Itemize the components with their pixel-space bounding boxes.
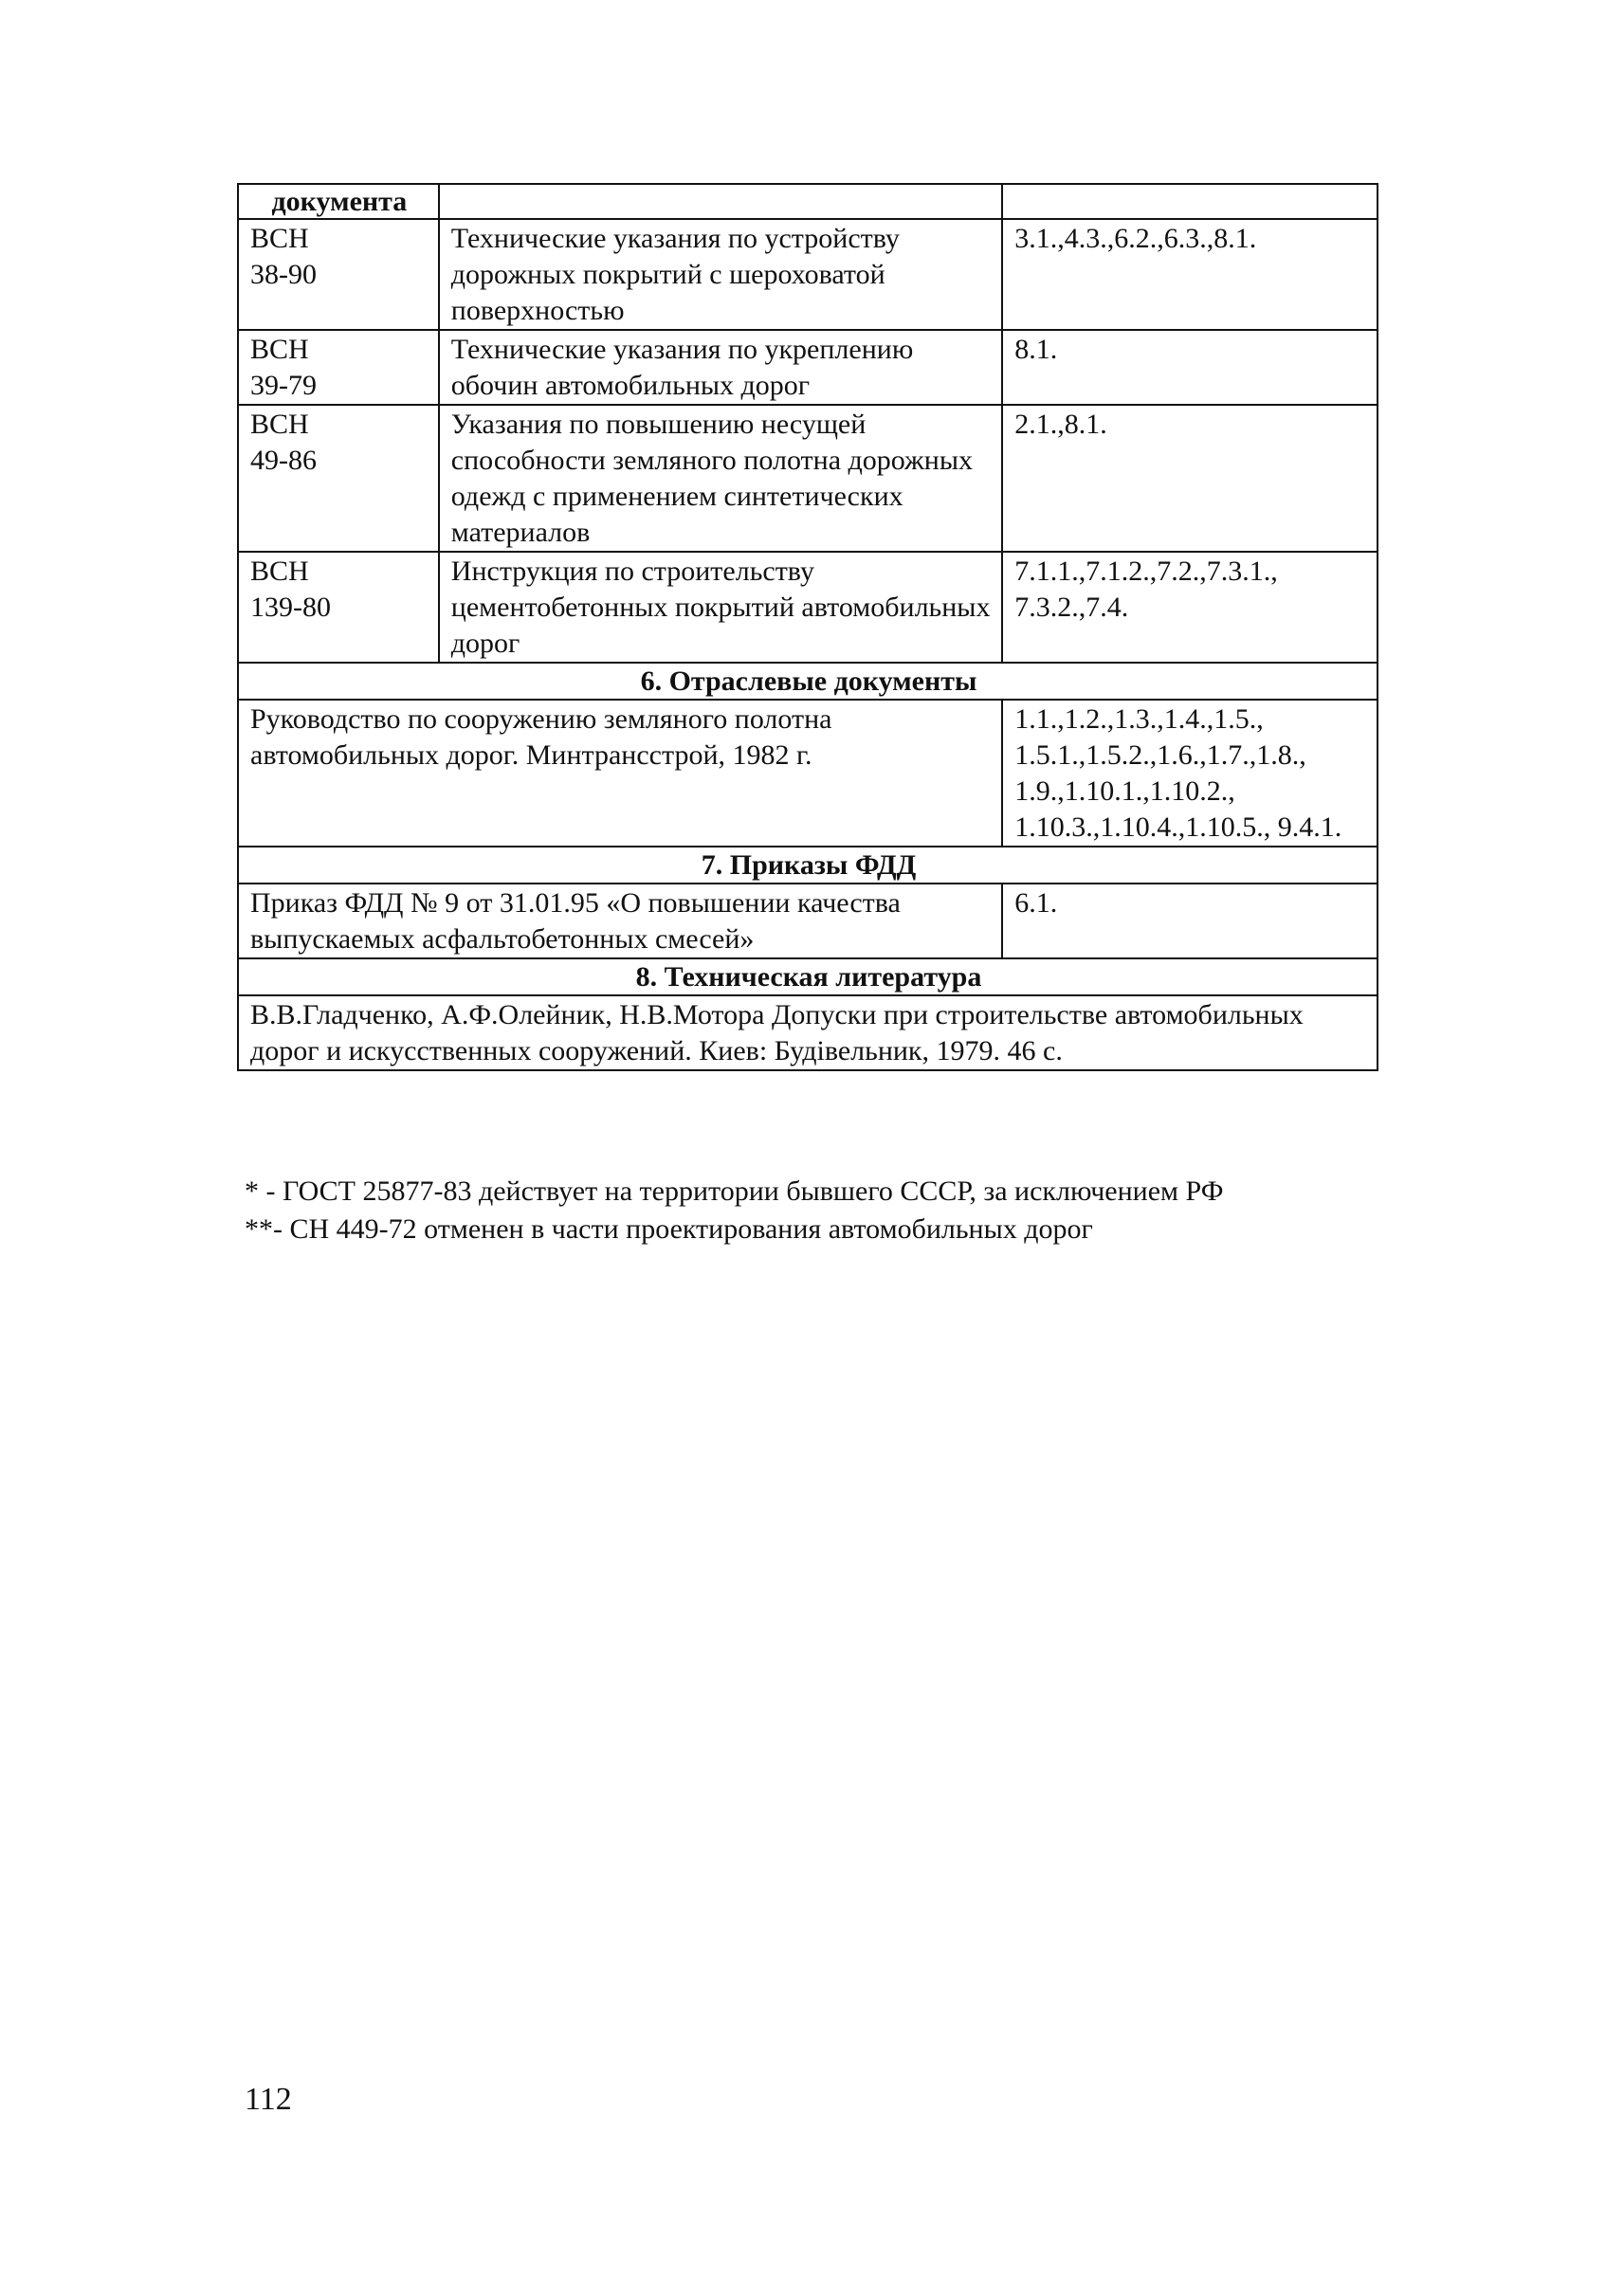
footnote-1: * - ГОСТ 25877-83 действует на территории бывшего СССР, за исключением РФ (245, 1175, 1224, 1207)
doc-clauses-cell: 8.1. (1002, 330, 1378, 405)
section-heading-row (238, 663, 1378, 700)
footnotes (245, 1173, 1439, 1248)
doc-code-cell: ВСН 139-80 (238, 552, 439, 663)
section-heading-row (238, 847, 1378, 884)
literature-cell: В.В.Гладченко, А.Ф.Олейник, Н.В.Мотора Допуски при строительстве автомобильных дорог и искусственных сооружений. Киев: Будівельник, 1979. 46 с. (238, 995, 1378, 1070)
table-row (238, 405, 1378, 552)
doc-title-cell: Приказ ФДД № 9 от 31.01.95 «О повышении качества выпускаемых асфальтобетонных смесей» (238, 884, 1002, 958)
doc-code-cell: ВСН 39-79 (238, 330, 439, 405)
doc-title-cell: Технические указания по устройству дорожных покрытий с шероховатой поверхностью (439, 219, 1002, 330)
doc-title-cell: Инструкция по строительству цементобетонных покрытий автомобильных дорог (439, 552, 1002, 663)
doc-clauses-cell: 2.1.,8.1. (1002, 405, 1378, 552)
doc-code-cell: ВСН 49-86 (238, 405, 439, 552)
normative-documents-table (237, 183, 1378, 1071)
section-heading-row (238, 958, 1378, 995)
doc-title-cell: Руководство по сооружению земляного полотна автомобильных дорог. Минтрансстрой, 1982 г. (238, 700, 1002, 847)
section-6-heading: 6. Отраслевые документы (238, 663, 1378, 700)
table-row (238, 219, 1378, 330)
footnote-2: **- СН 449-72 отменен в части проектирования автомобильных дорог (245, 1213, 1093, 1245)
page-number: 112 (245, 2082, 292, 2117)
header-clauses-cell (1002, 184, 1378, 219)
table-row (238, 884, 1378, 958)
doc-clauses-cell: 6.1. (1002, 884, 1378, 958)
doc-clauses-cell: 7.1.1.,7.1.2.,7.2.,7.3.1., 7.3.2.,7.4. (1002, 552, 1378, 663)
table-row (238, 995, 1378, 1070)
header-title-cell (439, 184, 1002, 219)
doc-clauses-cell: 1.1.,1.2.,1.3.,1.4.,1.5., 1.5.1.,1.5.2.,1.6.,1.7.,1.8., 1.9.,1.10.1.,1.10.2., 1.10.3.,1.10.4.,1.10.5., 9.4.1. (1002, 700, 1378, 847)
doc-code-cell: ВСН 38-90 (238, 219, 439, 330)
doc-clauses-cell: 3.1.,4.3.,6.2.,6.3.,8.1. (1002, 219, 1378, 330)
doc-title-cell: Технические указания по укреплению обочин автомобильных дорог (439, 330, 1002, 405)
table-row (238, 552, 1378, 663)
section-8-heading: 8. Техническая литература (238, 958, 1378, 995)
table-header-row (238, 184, 1378, 219)
header-doc-cell: документа (238, 184, 439, 219)
doc-title-cell: Указания по повышению несущей способности земляного полотна дорожных одежд с применением синтетических материалов (439, 405, 1002, 552)
table-row (238, 330, 1378, 405)
section-7-heading: 7. Приказы ФДД (238, 847, 1378, 884)
table-row (238, 700, 1378, 847)
